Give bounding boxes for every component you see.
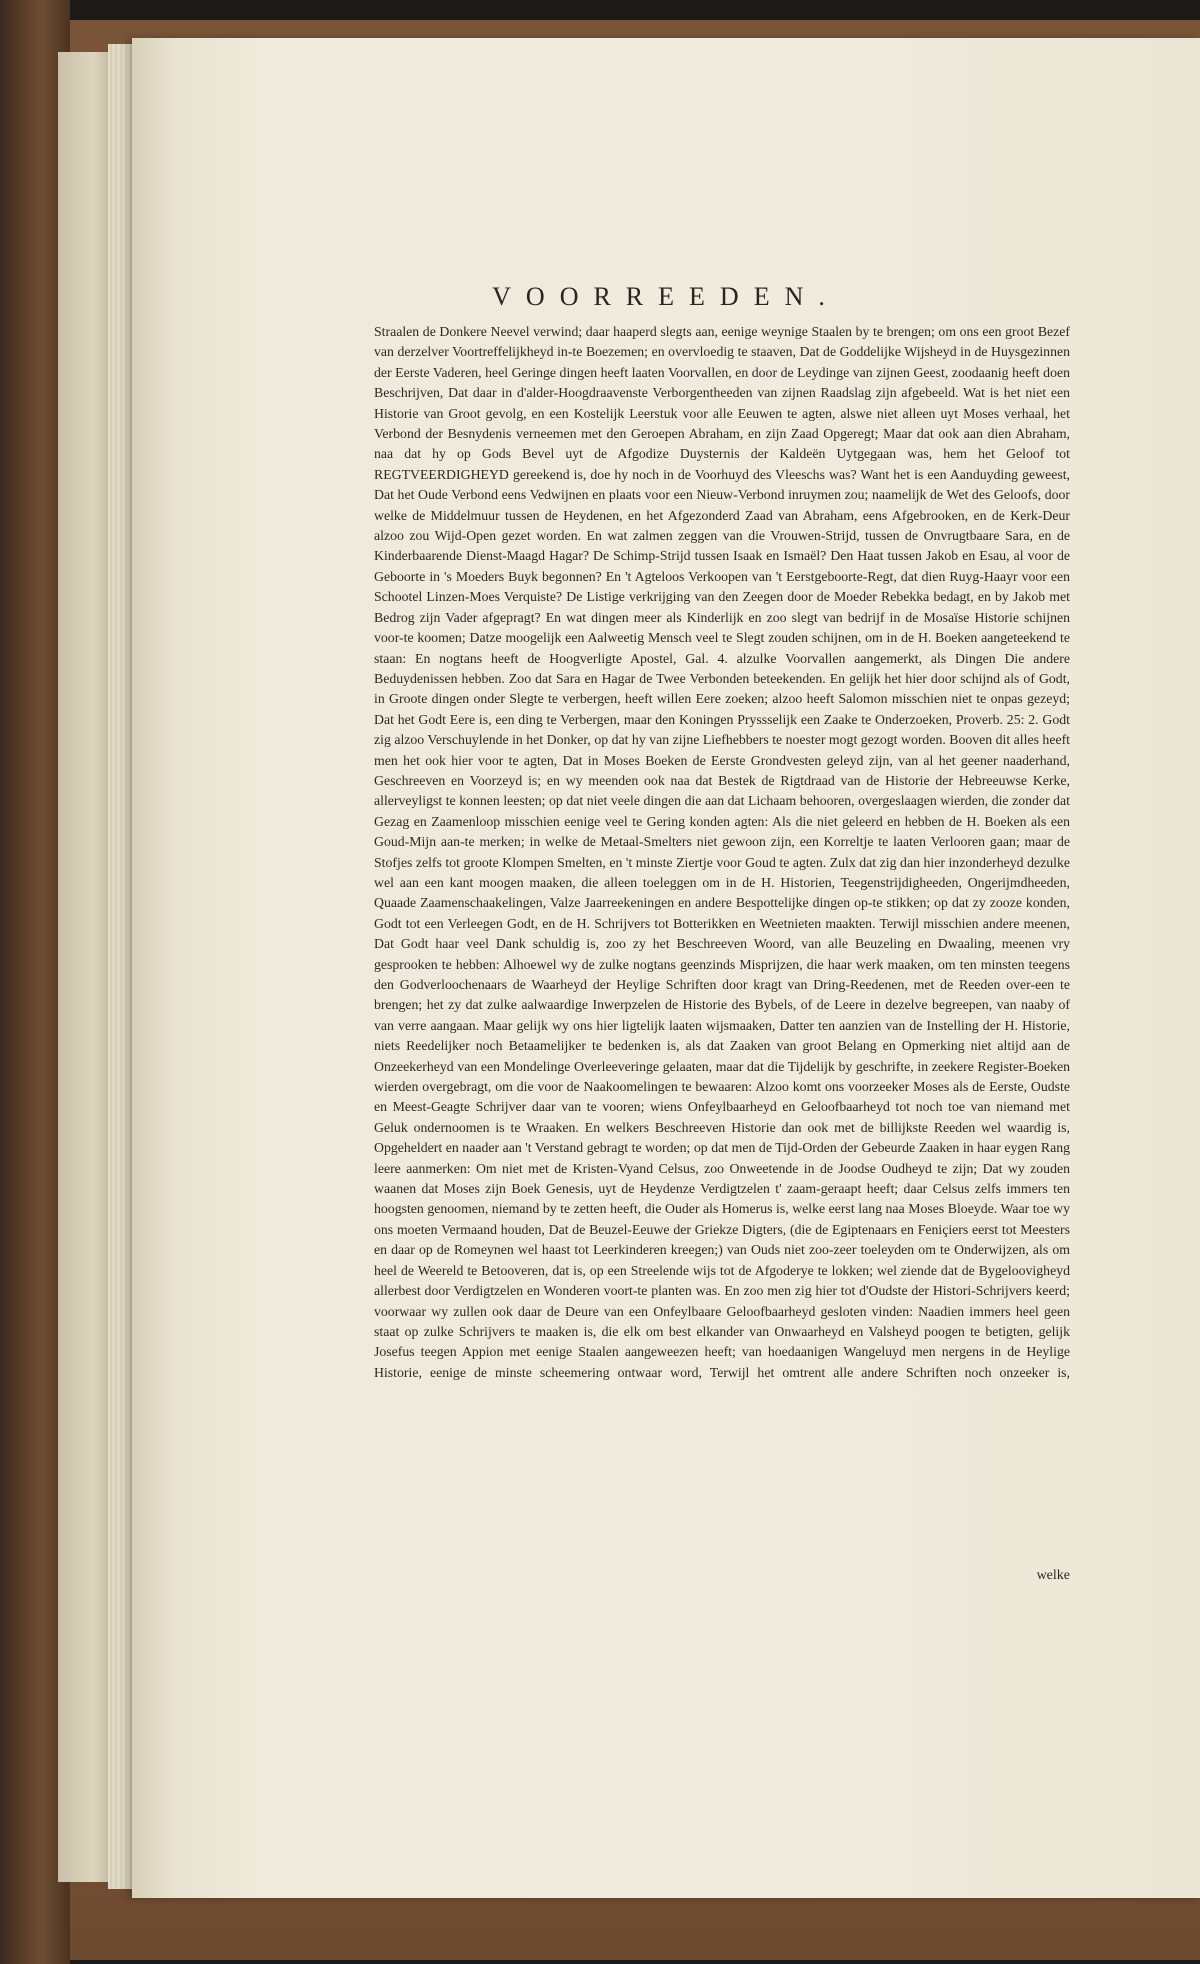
catchword: welke xyxy=(1036,1568,1070,1583)
body-text: Straalen de Donkere Neevel verwind; daar haaperd slegts aan, eenige weynige Staalen by te brengen; om ons een groot Bezef van derzelver Voortreffelijkheyd in-te Boezemen; en overvloedig te staaven, Dat de Goddelijke Wijsheyd in de Huysgezinnen der Eerste Vaderen, heel Geringe dingen heeft laaten Voorvallen, en door de Leydinge van zijnen Geest, zoodaanig heeft doen Beschrijven, Dat daar in d'alder-Hoogdraavenste Verborgentheeden van zijnen Raadslag zijn afgebeeld. Wat is het niet een Historie van Groot gevolg, en een Kostelijk Leerstuk voor alle Eeuwen te agten, alswe niet alleen uyt Moses verhaal, het Verbond der Besnydenis verneemen met den Geroepen Abraham, en zijn Zaad Opgeregt; Maar dat ook aan dien Abraham, naa dat hy op Gods Bevel uyt de Afgodize Duysternis der Kaldeën Uytgegaan was, hem het Geloof tot REGTVEERDIGHEYD gereekend is, doe hy noch in de Voorhuyd des Vleeschs was? Want het is een Aanduyding geweest, Dat het Oude Verbond eens Vedwijnen en plaats voor een Nieuw-Verbond inruymen zou; naamelijk de Wet des Geloofs, door welke de Middelmuur tussen de Heydenen, en het Afgezonderd Zaad van Abraham, eens Afgebrooken, en de Kerk-Deur alzoo zou Wijd-Open gezet worden. En wat zalmen zeggen van die Vrouwen-Strijd, tussen de Onvrugtbaare Sara, en de Kinderbaarende Dienst-Maagd Hagar? De Schimp-Strijd tussen Isaak en Ismaël? Den Haat tussen Jakob en Esau, al voor de Geboorte in 's Moeders Buyk begonnen? En 't Agteloos Verkoopen van 't Eerstgeboorte-Regt, dat dien Ruyg-Haayr voor een Schootel Linzen-Moes Verquiste? De Listige verkrijging van den Zeegen door de Moeder Rebekka bedagt, en by Jakob met Bedrog zijn Vader afgepragt? En wat dingen meer als Kinderlijk en zoo slegt van bedrijf in de Mosaïse Historie schijnen voor-te koomen; Datze moogelijk een Aalweetig Mensch veel te Slegt zouden schijnen, om in de H. Boeken aangeteekend te staan: En nogtans heeft de Hoogverligte Apostel, Gal. 4. alzulke Voorvallen aangemerkt, als Dingen Die andere Beduydenissen hebben. Zoo dat Sara en Hagar de Twee Verbonden beteekenden. En gelijk het hier door schijnd als of Godt, in Groote dingen onder Slegte te verbergen, heeft willen Eere zoeken; alzoo heeft Salomon misschien niet te onpas gezeyd; Dat het Godt Eere is, een ding te Verbergen, maar den Koningen Pryssselijk een Zaake te Onderzoeken, Proverb. 25: 2. Godt zig alzoo Verschuylende in het Donker, op dat hy van zijne Liefhebbers te noester mogt gezogt worden. Booven dit alles heeft men het ook hier voor te agten, Dat in Moses Boeken de Eerste Grondvesten geleyd zijn, van al het geener naaderhand, Geschreeven en Voorzeyd is; en wy meenden ook naa dat Bestek de Rigtdraad van de Historie der Hebreeuwse Kerke, allerveyligst te konnen leesten; op dat niet veele dingen die aan dat Lichaam behooren, overgeslaagen wierden, die zonder dat Gezag en Zaamenloop misschien eenige veel te Gering konden agten: Als die niet geleerd en hebben de H. Boeken als een Goud-Mijn aan-te merken; in welke de Metaal-Smelters niet gewoon zijn, een Korreltje te laaten Verlooren gaan; maar de Stofjes zelfs tot groote Klompen Smelten, en 't minste Ziertje voor Goud te agten. Zulx dat zig dan hier inzonderheyd dezulke wel aan een kant moogen maaken, die alleen toeleggen om in de H. Historien, Teegenstrijdigheeden, Ongerijmdheeden, Quaade Zaamenschaakelingen, Valze Jaarreekeningen en andere Bespottelijke dingen op-te stikken; op dat zy zooze konden, Godt tot een Verleegen Godt, en de H. Schrijvers tot Botterikken en Weetnieten maakten. Terwijl misschien andere meenen, Dat Godt haar veel Dank schuldig is, zoo zy het Beschreeven Woord, van alle Beuzeling en Dwaaling, meenen vry gesprooken te hebben: Alhoewel wy de zulke nogtans geenzinds Misprijzen, die haar werk maaken, om ten minsten teegens den Godverloochenaars de Waarheyd der Heylige Schriften door kragt van Dring-Reedenen, met de Reeden over-een te brengen; het zy dat zulke aalwaardige Inwerpzelen de Historie des Bybels, of de Leere in dezelve begreepen, van naaby of van verre aangaan. Maar gelijk wy ons hier ligtelijk laaten wijsmaaken, Datter ten aanzien van de Instelling der H. Historie, niets Reedelijker noch Betaamelijker te bedenken is, als dat Zaaken van groot Belang en Opmerking niet altijd aan de Onzeekerheyd van een Mondelinge Overleeveringe gelaaten, maar dat die Tijdelijk by geschrifte, in zeekere Register-Boeken wierden overgebragt, om die voor de Naakoomelingen te bewaaren: Alzoo komt ons voorzeeker Moses als de Eerste, Oudste en Meest-Geagte Schrijver daar van te vooren; wiens Onfeylbaarheyd en Geloofbaarheyd tot noch toe van niemand met Geluk ondernoomen is te Wraaken. En welkers Beschreeven Historie dan ook met de billijkste Reeden wel waardig is, Opgeheldert en naader aan 't Verstand gebragt te worden; op dat men de Tijd-Orden der Gebeurde Zaaken in haar eygen Rang leere aanmerken: Om niet met de Kristen-Vyand Celsus, zoo Onweetende in de Joodse Oudheyd te zijn; Dat wy zouden waanen dat Moses zijn Boek Genesis, uyt de Heydenze Verdigtzelen t' zaam-geraapt heeft; daar Celsus zelfs immers ten hoogsten genoomen, niemand by te zetten heeft, die Ouder als Homerus is, welke eerst lang naa Moses Bloeyde. Waar toe wy ons moeten Vermaand houden, Dat de Beuzel-Eeuwe der Griekze Digters, (die de Egiptenaars en Feniçiers eerst tot Meesters en daar op de Romeynen wel haast tot Leerkinderen kreegen;) van Ouds niet zoo-zeer toeleyden om te Onderwijzen, als om heel de Weereld te Betooveren, dat is, op een Streelende wijs tot de Afgoderye te lokken; wel ziende dat de Bygeloovigheyd allerbest door Verdigtzelen en Wonderen voort-te planten was. En zoo men zig hier tot d'Oudste der Histori-Schrijvers keerd; voorwaar wy zullen ook daar de Deure van een Onfeylbaare Geloofbaarheyd gesloten vinden: Naadien immers heel geen staat op zulke Schrijvers te maaken is, die elk om best elkander van Onwaarheyd en Valsheyd poogen te betigten, gelijk Josefus teegen Appion met eenige Staalen aangeweezen heeft; van hoedaanigen Wangeluyd men nergens in de Heylige Historie, eenige de minste scheemering ontwaar word, Terwijl het omtrent alle andere Schriften noch onzeeker is, xyxy=(374,324,1070,1380)
running-head: VOORREEDEN. xyxy=(492,282,840,311)
